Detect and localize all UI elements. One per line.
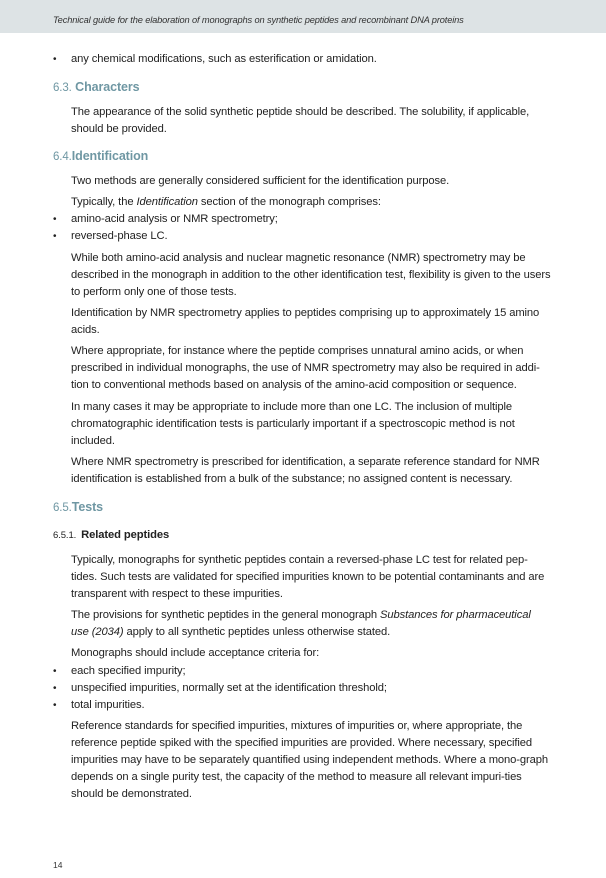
section-heading-6-5: 6.5.Tests <box>53 500 104 514</box>
paragraph: Typically, monographs for synthetic peptides contain a reversed-phase LC test for related pep-tides. Such tests are validated for specified impurities known to be potential contaminants and are transparent with respect to these impurities. <box>71 554 545 600</box>
paragraph: Monographs should include acceptance criteria for: <box>71 647 320 659</box>
list-item: • total impurities. <box>53 697 553 714</box>
paragraph: The provisions for synthetic peptides in the general monograph Substances for pharmaceutical use (2034) apply to all synthetic peptides unless otherwise stated. <box>71 609 531 638</box>
paragraph: Typically, the Identification section of the monograph comprises: <box>71 196 381 208</box>
paragraph: Where NMR spectrometry is prescribed for identification, a separate reference standard for NMR identification is established from a bulk of the substance; no assigned content is necessary. <box>71 456 540 485</box>
list-item: • unspecified impurities, normally set at the identification threshold; <box>53 680 553 697</box>
running-header <box>0 0 606 33</box>
section-heading-6-3: 6.3. Characters <box>53 80 140 94</box>
subsection-heading-6-5-1: 6.5.1. Related peptides <box>53 529 170 541</box>
bullet-icon: • <box>53 214 57 225</box>
paragraph: Identification by NMR spectrometry applies to peptides comprising up to approximately 15 amino acids. <box>71 307 540 336</box>
page-number: 14 <box>53 860 63 870</box>
bullet-icon: • <box>53 700 57 711</box>
bullet-icon: • <box>53 666 57 677</box>
paragraph: Where appropriate, for instance where the peptide comprises unnatural amino acids, or when prescribed in individual monographs, the use of NMR spectrometry may also be required in addi-tion to conventional methods based on analysis of the amino-acid composition or sequence. <box>71 345 540 391</box>
list-item: • reversed-phase LC. <box>53 228 553 245</box>
paragraph: The appearance of the solid synthetic peptide should be described. The solubility, if applicable, should be provided. <box>71 106 530 135</box>
paragraph: While both amino-acid analysis and nuclear magnetic resonance (NMR) spectrometry may be described in the monograph in addition to the other identification test, flexibility is given to the users to perform only one of those tests. <box>71 252 551 298</box>
list-item: • any chemical modifications, such as esterification or amidation. <box>53 51 553 68</box>
bullet-icon: • <box>53 231 57 242</box>
section-heading-6-4: 6.4.Identification <box>53 149 149 163</box>
header-title: Technical guide for the elaboration of monographs on synthetic peptides and recombinant DNA proteins <box>53 15 464 25</box>
bullet-icon: • <box>53 683 57 694</box>
list-item: • amino-acid analysis or NMR spectrometry; <box>53 211 553 228</box>
paragraph: Two methods are generally considered sufficient for the identification purpose. <box>71 175 450 187</box>
paragraph: Reference standards for specified impurities, mixtures of impurities or, where appropriate, the reference peptide spiked with the specified impurities are provided. Where necessary, specified impurities may have to be separately quantified using independent methods. Where a mono-graph depends on a single purity test, the capacity of the method to measure all relevant impuri-ties should be demonstrated. <box>71 720 549 800</box>
bullet-icon: • <box>53 54 57 65</box>
list-item: • each specified impurity; <box>53 663 553 680</box>
paragraph: In many cases it may be appropriate to include more than one LC. The inclusion of multiple chromatographic identification tests is particularly important if a spectroscopic method is not included. <box>71 401 515 447</box>
